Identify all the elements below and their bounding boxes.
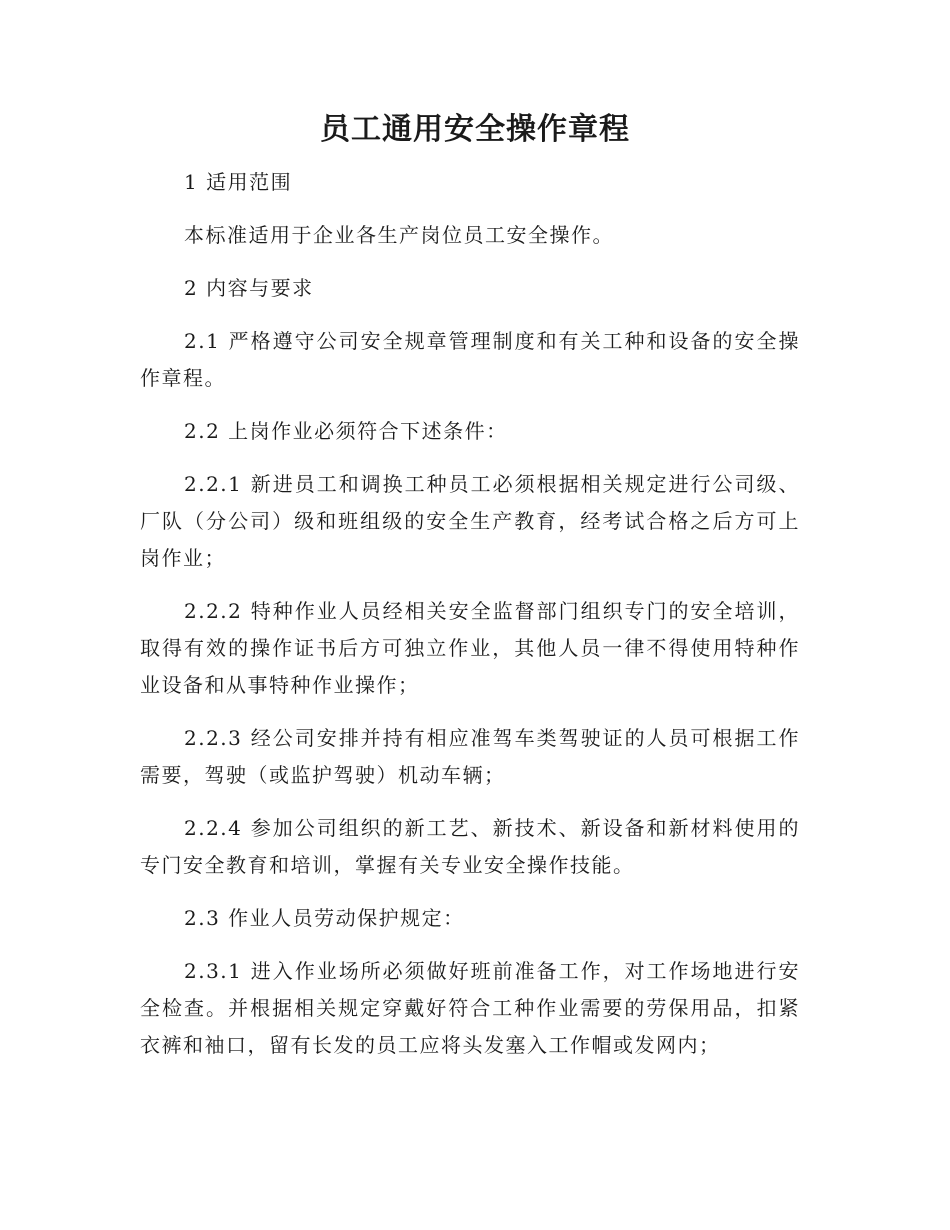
paragraph: 2.3.1 进入作业场所必须做好班前准备工作，对工作场地进行安全检查。并根据相关规定穿戴好符合工种作业需要的劳保用品，扣紧衣裤和袖口，留有长发的员工应将头发塞入工作帽或发网内； <box>140 959 800 1057</box>
paragraph: 2.1 严格遵守公司安全规章管理制度和有关工种和设备的安全操作章程。 <box>140 329 800 390</box>
paragraph: 2.2.3 经公司安排并持有相应准驾车类驾驶证的人员可根据工作需要，驾驶（或监护驾驶）机动车辆； <box>140 726 800 787</box>
paragraph: 2.2.1 新进员工和调换工种员工必须根据相关规定进行公司级、厂队（分公司）级和班组级的安全生产教育，经考试合格之后方可上岗作业； <box>140 472 800 570</box>
paragraph: 1 适用范围 <box>184 170 293 194</box>
paragraph: 2 内容与要求 <box>184 276 314 300</box>
document-title: 员工通用安全操作章程 <box>320 112 630 147</box>
paragraph: 2.2.2 特种作业人员经相关安全监督部门组织专门的安全培训，取得有效的操作证书后方可独立作业，其他人员一律不得使用特种作业设备和从事特种作业操作； <box>140 599 800 697</box>
paragraph: 2.2.4 参加公司组织的新工艺、新技术、新设备和新材料使用的专门安全教育和培训，掌握有关专业安全操作技能。 <box>140 816 800 877</box>
paragraph: 2.3 作业人员劳动保护规定： <box>184 906 465 930</box>
document-body <box>140 164 800 1080</box>
paragraph: 2.2 上岗作业必须符合下述条件： <box>184 419 508 443</box>
paragraph: 本标准适用于企业各生产岗位员工安全操作。 <box>184 223 614 247</box>
